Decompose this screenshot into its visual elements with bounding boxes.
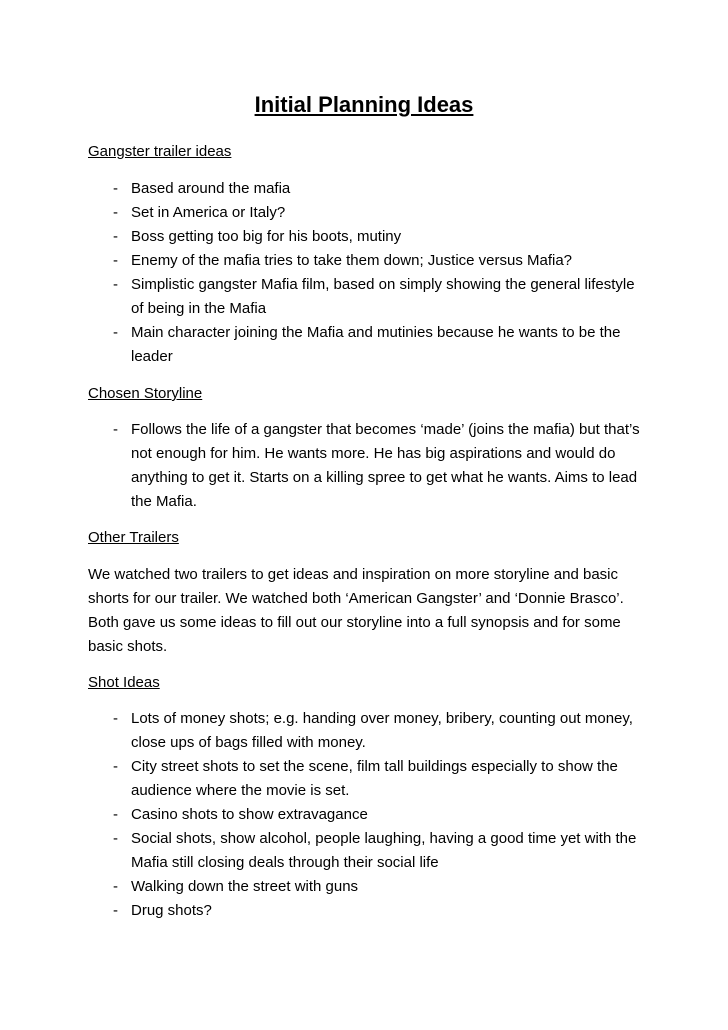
gangster-trailer-ideas-list (88, 177, 648, 369)
list-item: - Main character joining the Mafia and mutinies because he wants to be the leader (88, 321, 648, 369)
list-item: - City street shots to set the scene, film tall buildings especially to show the audience where the movie is set. (88, 755, 648, 803)
section-heading-other-trailers: Other Trailers (88, 529, 179, 546)
section-heading-shot-ideas: Shot Ideas (88, 674, 160, 691)
bullet-dash: - (113, 710, 118, 727)
chosen-storyline-list (88, 418, 648, 514)
bullet-dash: - (113, 806, 118, 823)
bullet-dash: - (113, 830, 118, 847)
list-item: - Boss getting too big for his boots, mutiny (88, 225, 648, 249)
list-item: - Follows the life of a gangster that becomes ‘made’ (joins the mafia) but that’s not enough for him. He wants more. He has big aspirations and would do anything to get it. Starts on a killing spree to get what he wants. Aims to lead the Mafia. (88, 418, 648, 514)
section-heading-chosen-storyline: Chosen Storyline (88, 385, 203, 402)
list-item: - Based around the mafia (88, 177, 648, 201)
shot-ideas-list (88, 707, 648, 923)
bullet-dash: - (113, 902, 118, 919)
bullet-dash: - (113, 180, 118, 197)
list-item: - Casino shots to show extravagance (88, 803, 648, 827)
bullet-dash: - (113, 758, 118, 775)
list-item: - Walking down the street with guns (88, 875, 648, 899)
bullet-dash: - (113, 421, 118, 438)
list-item: - Enemy of the mafia tries to take them down; Justice versus Mafia? (88, 249, 648, 273)
bullet-dash: - (113, 228, 118, 245)
section-heading-gangster-trailer-ideas: Gangster trailer ideas (88, 143, 232, 160)
bullet-dash: - (113, 878, 118, 895)
other-trailers-paragraph: We watched two trailers to get ideas and inspiration on more storyline and basic shorts for our trailer. We watched both ‘American Gangster’ and ‘Donnie Brasco’. Both gave us some ideas to fill out our storyline into a full synopsis and for some basic shots. (88, 566, 624, 655)
list-item: - Drug shots? (88, 899, 648, 923)
list-item: - Simplistic gangster Mafia film, based on simply showing the general lifestyle of being in the Mafia (88, 273, 648, 321)
bullet-dash: - (113, 204, 118, 221)
list-item: - Lots of money shots; e.g. handing over money, bribery, counting out money, close ups of bags filled with money. (88, 707, 648, 755)
list-item: - Set in America or Italy? (88, 201, 648, 225)
list-item: - Social shots, show alcohol, people laughing, having a good time yet with the Mafia still closing deals through their social life (88, 827, 648, 875)
bullet-dash: - (113, 324, 118, 341)
document-title: Initial Planning Ideas (254, 92, 474, 117)
bullet-dash: - (113, 276, 118, 293)
bullet-dash: - (113, 252, 118, 269)
